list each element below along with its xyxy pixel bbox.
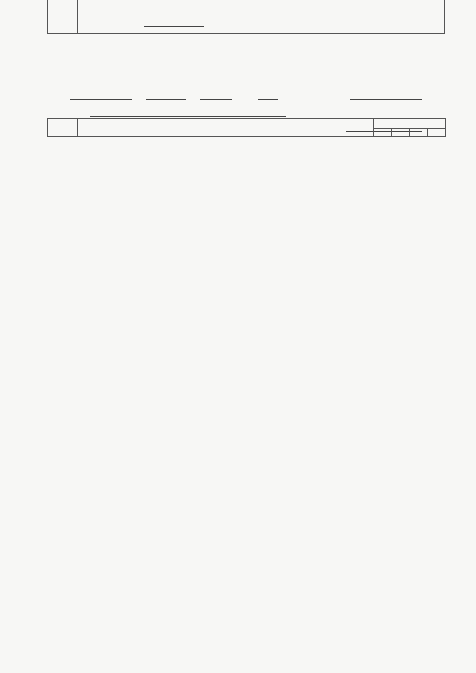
grade-header-a (374, 129, 392, 137)
class-underline (350, 99, 422, 100)
summary-underline (144, 26, 204, 27)
summary-label (48, 0, 78, 33)
day-underline (200, 99, 232, 100)
rating-header (374, 119, 446, 129)
grade-header-b (392, 129, 410, 137)
grade-header-d (428, 129, 446, 137)
evaluation-table (47, 118, 446, 137)
level2-header (78, 119, 374, 137)
subject-underline (90, 116, 286, 117)
year-underline (70, 99, 132, 100)
grade-header-c (410, 129, 428, 137)
level1-header (48, 119, 78, 137)
month-underline (146, 99, 186, 100)
period-underline (258, 99, 278, 100)
summary-row (47, 0, 445, 34)
